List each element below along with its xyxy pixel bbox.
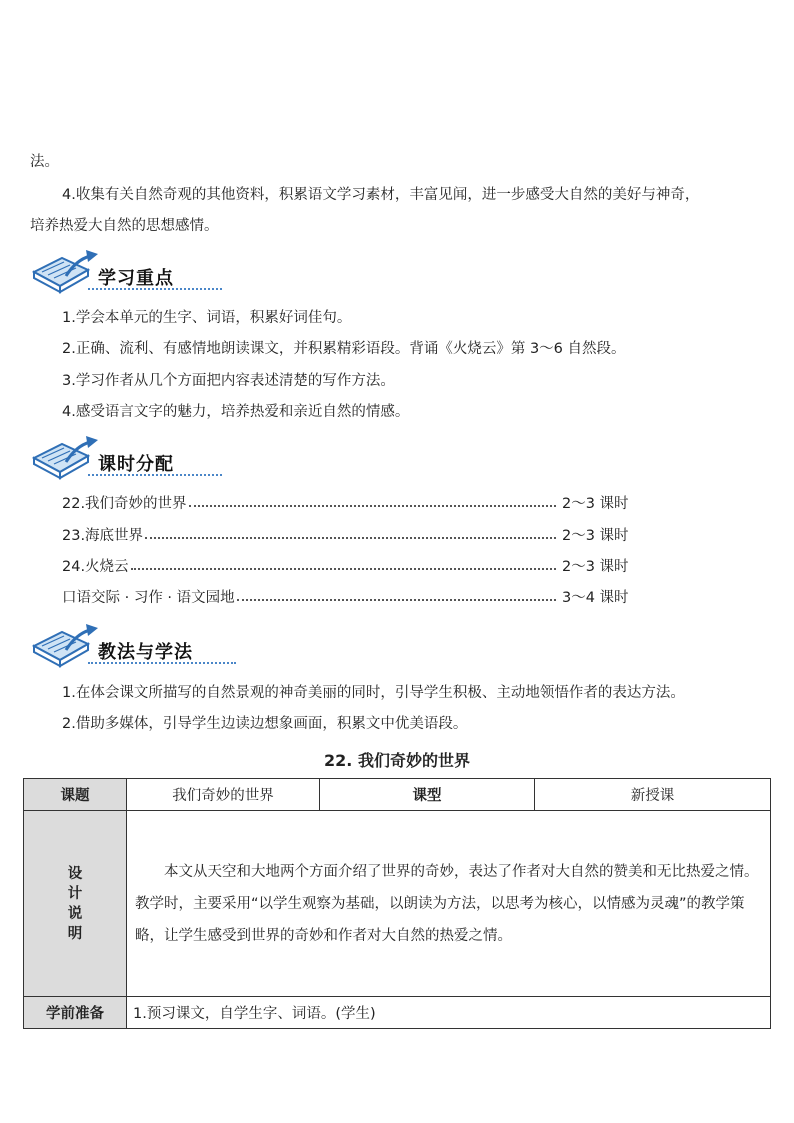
leader-dots bbox=[131, 568, 556, 570]
section-header-schedule bbox=[32, 436, 222, 482]
design-label bbox=[68, 864, 83, 944]
design-description: 本文从天空和大地两个方面介绍了世界的奇妙，表达了作者对大自然的赞美和无比热爱之情。教学时，主要采用“以学生观察为基础，以朗读为方法，以思考为核心，以情感为灵魂”的教学策略，让学生感受到世界的奇妙和作者对大自然的热爱之情。 bbox=[127, 811, 771, 997]
schedule-hours: 2～3 课时 bbox=[562, 558, 629, 575]
intro-line-1: 法。 bbox=[30, 154, 59, 170]
prep-label: 学前准备 bbox=[24, 997, 127, 1029]
topic-value: 我们奇妙的世界 bbox=[127, 779, 320, 811]
schedule-lesson: 22.我们奇妙的世界 bbox=[62, 495, 187, 512]
schedule-lesson: 口语交际 · 习作 · 语文园地 bbox=[62, 589, 235, 606]
key-point-item: 3.学习作者从几个方面把内容表述清楚的写作方法。 bbox=[62, 373, 395, 389]
method-item: 2.借助多媒体，引导学生边读边想象画面，积累文中优美语段。 bbox=[62, 716, 468, 732]
table-row bbox=[24, 779, 771, 811]
schedule-lesson: 24.火烧云 bbox=[62, 558, 129, 575]
schedule-row bbox=[62, 524, 632, 544]
section-underline bbox=[88, 288, 222, 290]
lesson-title: 22. 我们奇妙的世界 bbox=[324, 751, 470, 770]
schedule-hours: 3～4 课时 bbox=[562, 589, 629, 606]
key-point-item: 4.感受语言文字的魅力，培养热爱和亲近自然的情感。 bbox=[62, 404, 410, 420]
lesson-plan-table bbox=[23, 778, 771, 1029]
schedule-hours: 2～3 课时 bbox=[562, 495, 629, 512]
section-title: 教法与学法 bbox=[98, 642, 193, 663]
section-header-key-points bbox=[32, 250, 222, 296]
section-title: 课时分配 bbox=[98, 454, 174, 475]
type-value: 新授课 bbox=[535, 779, 771, 811]
table-row bbox=[24, 811, 771, 997]
section-underline bbox=[88, 474, 222, 476]
schedule-hours: 2～3 课时 bbox=[562, 527, 629, 544]
intro-line-3: 培养热爱大自然的思想感情。 bbox=[30, 218, 219, 234]
type-label: 课型 bbox=[320, 779, 535, 811]
section-title: 学习重点 bbox=[98, 268, 174, 289]
section-header-methods bbox=[32, 624, 236, 670]
schedule-row bbox=[62, 555, 632, 575]
key-point-item: 2.正确、流利、有感情地朗读课文，并积累精彩语段。背诵《火烧云》第 3～6 自然段。 bbox=[62, 341, 626, 357]
leader-dots bbox=[145, 537, 556, 539]
section-underline bbox=[88, 662, 236, 664]
leader-dots bbox=[237, 599, 556, 601]
intro-line-2: 4.收集有关自然奇观的其他资料，积累语文学习素材，丰富见闻，进一步感受大自然的美好与神奇， bbox=[62, 187, 700, 203]
design-label-text: 设计说明 bbox=[67, 865, 83, 942]
schedule-row bbox=[62, 586, 632, 606]
leader-dots bbox=[189, 505, 556, 507]
method-item: 1.在体会课文所描写的自然景观的神奇美丽的同时，引导学生积极、主动地领悟作者的表达方法。 bbox=[62, 685, 685, 701]
key-point-item: 1.学会本单元的生字、词语，积累好词佳句。 bbox=[62, 310, 352, 326]
prep-value: 1.预习课文，自学生字、词语。(学生) bbox=[127, 997, 771, 1029]
topic-label: 课题 bbox=[24, 779, 127, 811]
table-row bbox=[24, 997, 771, 1029]
design-label-cell bbox=[24, 811, 127, 997]
schedule-row bbox=[62, 492, 632, 512]
schedule-lesson: 23.海底世界 bbox=[62, 527, 144, 544]
